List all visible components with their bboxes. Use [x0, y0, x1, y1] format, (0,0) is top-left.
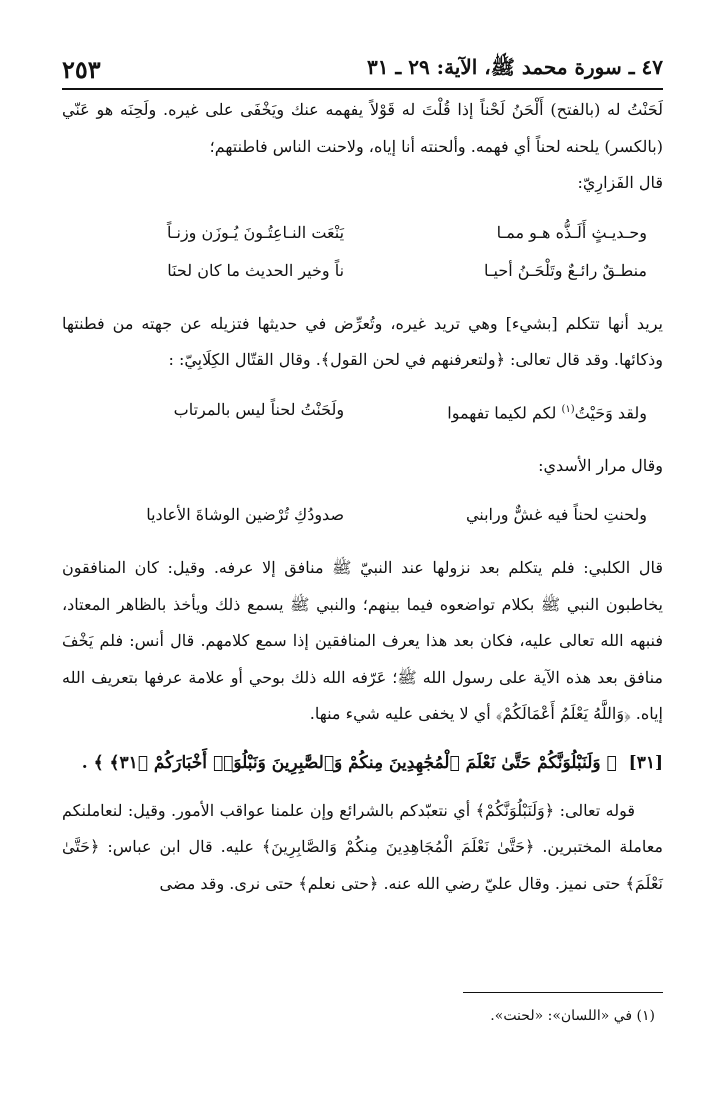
- paragraph-3: وقال مرار الأسدي:: [538, 455, 663, 475]
- verse-second-hemistich: ولَحَنْتُ لحناً ليس بالمرتاب: [173, 399, 345, 419]
- quran-verse-text: ﴿ وَلَنَبْلُوَنَّكُمْ حَتَّىٰ نَعْلَمَ ٱلْمُجَٰهِدِينَ مِنكُمْ وَٱلصَّٰبِرِينَ وَنَبْلُوَا۟ أَخْبَارَكُمْ ﴿٣١﴾ ﴾ .: [81, 752, 617, 773]
- paragraph-1-attribution: قال الفَزارِيّ:: [577, 173, 663, 192]
- poem-fazari: [62, 214, 663, 290]
- running-header: [62, 44, 663, 90]
- running-title: ٤٧ ـ سورة محمد ﷺ، الآية: ٢٩ ـ ٣١: [366, 55, 663, 79]
- verse-number: [٣١]: [628, 752, 663, 773]
- paragraph-4: قال الكلبي: فلم يتكلم بعد نزولها عند النبيّ ﷺ منافق إلا عرفه. وقيل: كان المنافقون يخاطبون النبي ﷺ بكلام تواضعوه فيما بينهم؛ والنبي ﷺ يسمع ذلك ويأخذ بالظاهر المعتاد، فنبهه الله تعالى عليه، فكان بعد هذا يعرف المنافقين إذا سمع كلامهم. قال أنس: فلم يَخْفَ منافق بعد هذه الآية على رسول الله ﷺ؛ عَرّفه الله ذلك بوحي أو علامة عرفها بتعريف الله إياه. ﴿وَاللَّهُ يَعْلَمُ أَعْمَالَكُمْ﴾ أي لا يخفى عليه شيء منها.: [62, 558, 663, 724]
- main-text: [62, 92, 663, 902]
- footnote: (١) في «اللسان»: «لحنت».: [490, 1008, 655, 1024]
- footnote-marker: (١): [561, 403, 575, 415]
- verse-first-hemistich: ولحنتِ لحناً فيه غشٌّ ورابني: [465, 505, 647, 525]
- verse-line: [62, 252, 663, 290]
- verse-first-hemistich: وحـديـثٍ أَلَـذُّه هـو ممـا: [496, 222, 647, 242]
- paragraph-2: يريد أنها تتكلم [بشيء] وهي تريد غيره، وتُعرِّض في حديثها فتزيله عن جهته من فطنتها وذكائها. وقد قال تعالى: ﴿ولتعرفنهم في لحن القول﴾. وقال القتّال الكِلَابِيّ: :: [62, 313, 664, 369]
- poem-qattal: [62, 391, 663, 432]
- poem-marrar: [62, 496, 663, 534]
- verse-text: ولقد وَحَيْتُ: [574, 402, 647, 422]
- verse-first-hemistich: [389, 391, 647, 432]
- verse-line: [62, 214, 663, 252]
- quran-verse-heading: [62, 743, 663, 783]
- paragraph-5: قوله تعالى: ﴿وَلَنَبْلُوَنَّكُمْ﴾ أي نتعبّدكم بالشرائع وإن علمنا عواقب الأمور. وقيل: لنعاملنكم معاملة المختبرين. ﴿حَتَّىٰ نَعْلَمَ الْمُجَاهِدِينَ مِنكُمْ وَالصَّابِرِينَ﴾ عليه. قال ابن عباس: ﴿حَتَّىٰ نَعْلَمَ﴾ حتى نميز. وقال عليّ رضي الله عنه. ﴿حتى نعلم﴾ حتى نرى. وقد مضى: [62, 800, 663, 893]
- verse-second-hemistich: ناً وخير الحديث ما كان لحنَا: [167, 260, 345, 280]
- verse-first-hemistich: منطـقٌ رائـعٌ وتَلْحَـنُ أحيـا: [483, 260, 647, 280]
- verse-text: لكم لكيما تفهموا: [447, 402, 562, 422]
- verse-line: [62, 391, 663, 432]
- page-number: ٢٥٣: [62, 55, 101, 84]
- footnote-divider: [463, 992, 663, 993]
- paragraph-1: لَحَنْتُ له (بالفتح) أَلْحَنُ لَحْناً إذا قُلْتَ له قَوْلاً يفهمه عنك ويَخْفَى على غيره. ولَحِنَه هو عَنّي (بالكسر) يلحنه لحناً أي فهمه. وألحنته أنا إياه، ولاحنت الناس فاطنتهم؛: [62, 100, 663, 156]
- verse-second-hemistich: يَنْعَت النـاعِتُـونَ يُـوزَن وزنـاً: [166, 222, 345, 242]
- verse-line: [62, 496, 663, 534]
- verse-second-hemistich: صدودُكِ تُرْضين الوشاةَ الأعاديا: [146, 505, 345, 525]
